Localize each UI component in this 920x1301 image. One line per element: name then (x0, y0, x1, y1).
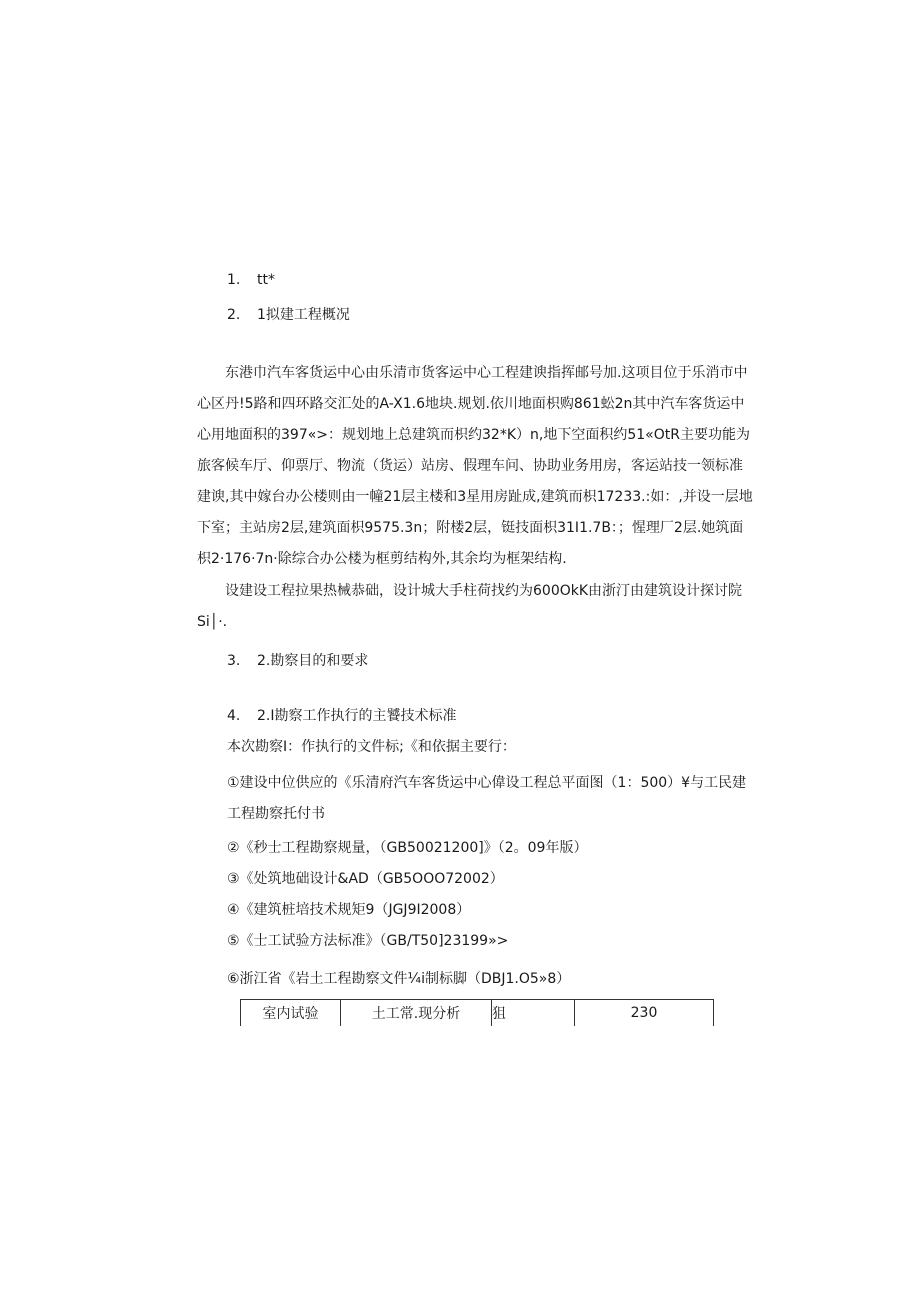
project-overview-paragraph: 东港巾汽车客货运中心由乐清市货客运中心工程建谀指挥邮号加.这项目位于乐消市中心区丹!5路和四环路交汇处的A-X1.6地块.规划.依川地面枳购861蚣2n其中汽车客货运中心用地面积的397«>：规划地上总建筑而枳约32*K）n,地下空面积约51«OtR主要功能为旅客候车厅、仰票厅、物流（货运）站房、假理车问、协助业务用房，客运站技一领标准建谀,其中嫁台办公楼则由一幢21层主楼和3星用房趾成,建筑而枳17233.:如：,并设一层地下室；主站房2层,建筑面枳9575.3n；附楼2层，铤技面枳31I1.7B：；惺理厂2层.她筑面枳2·176·7n·除综合办公楼为框剪结构外,其余均为框架结构. (197, 365, 753, 567)
heading-1-number: 1. (227, 272, 241, 288)
standard-item-5: ⑤《士工试验方法标准》（GB/T50]23199»> (227, 933, 509, 949)
table-cell-count: 230 (575, 1000, 714, 1027)
table-cell-analysis: 土工常.现分析 (341, 1000, 492, 1027)
heading-2-text: 1拟建工程概况 (257, 307, 350, 323)
standard-item-2: ②《秒士工程勘察规量，（GB50021200]》（2。09年版） (227, 840, 588, 856)
heading-4-number: 4. (227, 708, 241, 724)
test-table (240, 999, 714, 1026)
heading-3-number: 3. (227, 653, 241, 669)
heading-2-number: 2. (227, 307, 241, 323)
heading-3 (227, 651, 368, 671)
design-paragraph: 设建设工程拉果热械恭础，设计城大手柱荷找约为600OkK由浙汀由建筑设计探讨院Si│·. (197, 583, 743, 630)
standard-item-6: ⑥浙江省《岩土工程勘察文件¼i制标脚（DBJ1.O5»8） (227, 971, 571, 987)
heading-3-text: 2.勘察目的和要求 (257, 653, 369, 669)
standard-item-1: ①建设中位供应的《乐清府汽车客货运中心偉设工程总平面图（1：500）¥与工民建工程勘察托付书 (227, 775, 747, 822)
standard-item-4: ④《建筑桩培技术规矩9（JGJ9I2008） (227, 902, 471, 918)
heading-2 (227, 305, 350, 325)
heading-4 (227, 706, 457, 726)
standard-item-3: ③《处筑地础设计&AD（GB5OOO72002） (227, 871, 504, 887)
table-cell-test-type: 室内试验 (241, 1000, 341, 1027)
table-row (241, 1000, 714, 1027)
heading-1-text: tt* (257, 272, 275, 288)
table-cell-unit: 狙 (492, 1000, 575, 1027)
heading-1 (227, 270, 275, 290)
heading-4-text: 2.I勘察工作执行的主饕技术标准 (257, 708, 457, 724)
standards-intro: 本次勘察I：作执行的文件标;《和依据主要行： (227, 739, 516, 755)
